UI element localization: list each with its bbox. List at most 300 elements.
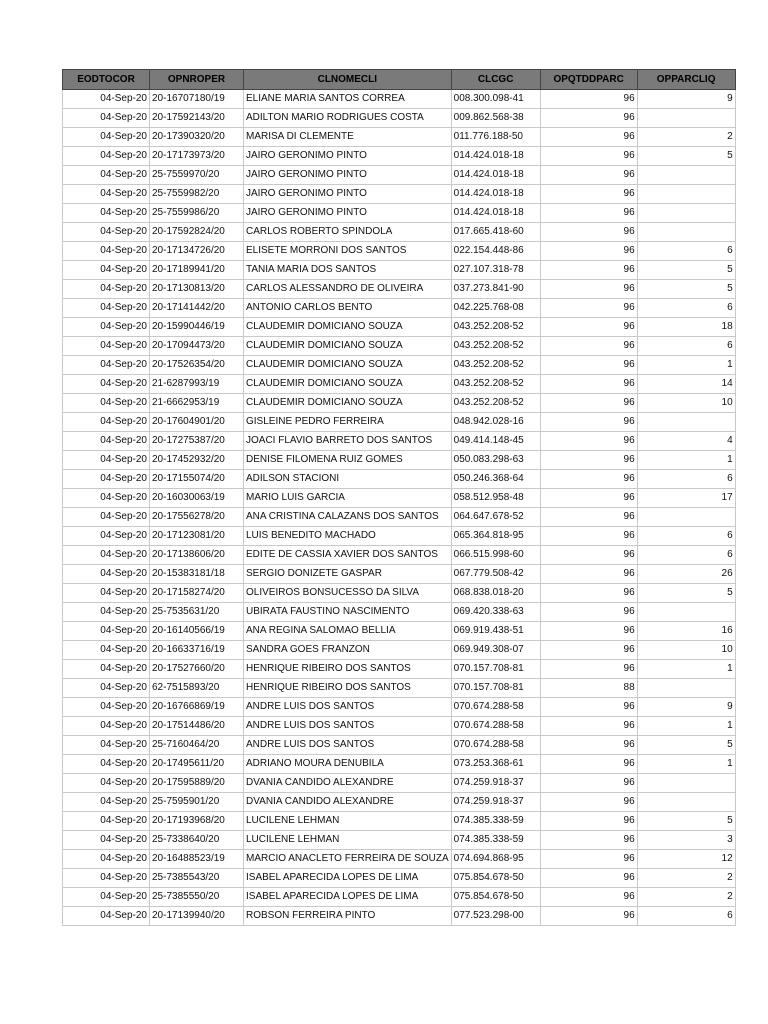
table-row: [63, 850, 736, 869]
cell-opnroper: 20-17275387/20: [150, 432, 244, 451]
cell-eodtocor: 04-Sep-20: [63, 318, 150, 337]
cell-eodtocor: 04-Sep-20: [63, 869, 150, 888]
cell-clnomecli: CLAUDEMIR DOMICIANO SOUZA: [244, 394, 452, 413]
table-row: [63, 280, 736, 299]
cell-clnomecli: MARISA DI CLEMENTE: [244, 128, 452, 147]
cell-opparcliq: 6: [637, 337, 735, 356]
cell-opparcliq: 10: [637, 641, 735, 660]
cell-opnroper: 20-15383181/18: [150, 565, 244, 584]
cell-clnomecli: ELISETE MORRONI DOS SANTOS: [244, 242, 452, 261]
table-row: [63, 413, 736, 432]
cell-opparcliq: 1: [637, 755, 735, 774]
cell-eodtocor: 04-Sep-20: [63, 793, 150, 812]
table-row: [63, 299, 736, 318]
cell-clnomecli: HENRIQUE RIBEIRO DOS SANTOS: [244, 660, 452, 679]
column-header-clnomecli: CLNOMECLI: [244, 70, 452, 90]
cell-opqtddparc: 96: [540, 356, 637, 375]
table-row: [63, 774, 736, 793]
cell-clnomecli: SANDRA GOES FRANZON: [244, 641, 452, 660]
cell-eodtocor: 04-Sep-20: [63, 185, 150, 204]
table-row: [63, 204, 736, 223]
cell-opnroper: 25-7535631/20: [150, 603, 244, 622]
cell-eodtocor: 04-Sep-20: [63, 90, 150, 109]
cell-eodtocor: 04-Sep-20: [63, 717, 150, 736]
cell-eodtocor: 04-Sep-20: [63, 128, 150, 147]
table-row: [63, 641, 736, 660]
cell-opnroper: 20-17139940/20: [150, 907, 244, 926]
cell-opparcliq: 5: [637, 280, 735, 299]
table-row: [63, 717, 736, 736]
cell-opparcliq: [637, 413, 735, 432]
cell-opqtddparc: 96: [540, 622, 637, 641]
cell-clnomecli: DVANIA CANDIDO ALEXANDRE: [244, 793, 452, 812]
table-row: [63, 128, 736, 147]
cell-opparcliq: 26: [637, 565, 735, 584]
cell-eodtocor: 04-Sep-20: [63, 888, 150, 907]
cell-clnomecli: ADILSON STACIONI: [244, 470, 452, 489]
cell-eodtocor: 04-Sep-20: [63, 413, 150, 432]
cell-eodtocor: 04-Sep-20: [63, 698, 150, 717]
table-row: [63, 242, 736, 261]
cell-clcgc: 014.424.018-18: [451, 147, 540, 166]
cell-clcgc: 075.854.678-50: [451, 869, 540, 888]
table-row: [63, 793, 736, 812]
table-row: [63, 755, 736, 774]
cell-eodtocor: 04-Sep-20: [63, 451, 150, 470]
table-row: [63, 166, 736, 185]
cell-opnroper: 20-17130813/20: [150, 280, 244, 299]
cell-opparcliq: 5: [637, 736, 735, 755]
cell-clcgc: 074.259.918-37: [451, 793, 540, 812]
cell-opqtddparc: 96: [540, 812, 637, 831]
cell-opparcliq: 6: [637, 470, 735, 489]
cell-opparcliq: [637, 185, 735, 204]
cell-eodtocor: 04-Sep-20: [63, 812, 150, 831]
table-row: [63, 527, 736, 546]
cell-opqtddparc: 96: [540, 413, 637, 432]
cell-clcgc: 043.252.208-52: [451, 337, 540, 356]
cell-opparcliq: 4: [637, 432, 735, 451]
table-row: [63, 109, 736, 128]
cell-opparcliq: 5: [637, 261, 735, 280]
cell-clnomecli: DENISE FILOMENA RUIZ GOMES: [244, 451, 452, 470]
cell-opnroper: 20-16633716/19: [150, 641, 244, 660]
table-row: [63, 470, 736, 489]
cell-opqtddparc: 96: [540, 128, 637, 147]
cell-clnomecli: ROBSON FERREIRA PINTO: [244, 907, 452, 926]
cell-clcgc: 069.949.308-07: [451, 641, 540, 660]
cell-opnroper: 25-7559970/20: [150, 166, 244, 185]
cell-opparcliq: 2: [637, 869, 735, 888]
cell-opnroper: 25-7338640/20: [150, 831, 244, 850]
cell-opparcliq: 16: [637, 622, 735, 641]
cell-clcgc: 070.674.288-58: [451, 698, 540, 717]
table-row: [63, 394, 736, 413]
cell-opparcliq: 5: [637, 584, 735, 603]
cell-clnomecli: ISABEL APARECIDA LOPES DE LIMA: [244, 888, 452, 907]
table-row: [63, 660, 736, 679]
cell-clnomecli: JOACI FLAVIO BARRETO DOS SANTOS: [244, 432, 452, 451]
cell-opnroper: 20-16140566/19: [150, 622, 244, 641]
cell-clcgc: 009.862.568-38: [451, 109, 540, 128]
cell-opqtddparc: 96: [540, 432, 637, 451]
cell-eodtocor: 04-Sep-20: [63, 242, 150, 261]
cell-opnroper: 20-17390320/20: [150, 128, 244, 147]
cell-opnroper: 20-17592143/20: [150, 109, 244, 128]
cell-opnroper: 20-17138606/20: [150, 546, 244, 565]
table-row: [63, 584, 736, 603]
cell-clnomecli: ANA CRISTINA CALAZANS DOS SANTOS: [244, 508, 452, 527]
cell-opqtddparc: 96: [540, 698, 637, 717]
cell-opnroper: 20-17123081/20: [150, 527, 244, 546]
cell-clcgc: 065.364.818-95: [451, 527, 540, 546]
cell-clnomecli: OLIVEIROS BONSUCESSO DA SILVA: [244, 584, 452, 603]
cell-opnroper: 20-15990446/19: [150, 318, 244, 337]
cell-clcgc: 008.300.098-41: [451, 90, 540, 109]
cell-clcgc: 077.523.298-00: [451, 907, 540, 926]
cell-eodtocor: 04-Sep-20: [63, 223, 150, 242]
cell-clnomecli: CARLOS ALESSANDRO DE OLIVEIRA: [244, 280, 452, 299]
cell-opparcliq: 14: [637, 375, 735, 394]
cell-clcgc: 074.385.338-59: [451, 812, 540, 831]
cell-opqtddparc: 96: [540, 261, 637, 280]
cell-clcgc: 068.838.018-20: [451, 584, 540, 603]
cell-clnomecli: UBIRATA FAUSTINO NASCIMENTO: [244, 603, 452, 622]
table-row: [63, 907, 736, 926]
cell-clcgc: 070.674.288-58: [451, 717, 540, 736]
cell-eodtocor: 04-Sep-20: [63, 831, 150, 850]
cell-clnomecli: DVANIA CANDIDO ALEXANDRE: [244, 774, 452, 793]
cell-opqtddparc: 96: [540, 147, 637, 166]
cell-opnroper: 20-17173973/20: [150, 147, 244, 166]
cell-opqtddparc: 96: [540, 565, 637, 584]
cell-eodtocor: 04-Sep-20: [63, 755, 150, 774]
cell-eodtocor: 04-Sep-20: [63, 109, 150, 128]
cell-clnomecli: CLAUDEMIR DOMICIANO SOUZA: [244, 375, 452, 394]
cell-clnomecli: ISABEL APARECIDA LOPES DE LIMA: [244, 869, 452, 888]
cell-clcgc: 074.259.918-37: [451, 774, 540, 793]
cell-eodtocor: 04-Sep-20: [63, 565, 150, 584]
cell-clnomecli: CLAUDEMIR DOMICIANO SOUZA: [244, 318, 452, 337]
table-row: [63, 375, 736, 394]
cell-opparcliq: 12: [637, 850, 735, 869]
cell-eodtocor: 04-Sep-20: [63, 489, 150, 508]
cell-clnomecli: GISLEINE PEDRO FERREIRA: [244, 413, 452, 432]
cell-opparcliq: [637, 679, 735, 698]
cell-opqtddparc: 96: [540, 280, 637, 299]
table-row: [63, 318, 736, 337]
cell-opnroper: 20-16707180/19: [150, 90, 244, 109]
cell-opparcliq: [637, 223, 735, 242]
cell-opparcliq: [637, 774, 735, 793]
cell-opqtddparc: 96: [540, 90, 637, 109]
cell-clcgc: 043.252.208-52: [451, 356, 540, 375]
cell-clnomecli: MARCIO ANACLETO FERREIRA DE SOUZA: [244, 850, 452, 869]
cell-opparcliq: 1: [637, 451, 735, 470]
table-row: [63, 508, 736, 527]
column-header-clcgc: CLCGC: [451, 70, 540, 90]
cell-opparcliq: 1: [637, 717, 735, 736]
cell-clcgc: 050.083.298-63: [451, 451, 540, 470]
cell-eodtocor: 04-Sep-20: [63, 337, 150, 356]
cell-opnroper: 25-7385543/20: [150, 869, 244, 888]
cell-opparcliq: [637, 603, 735, 622]
table-row: [63, 90, 736, 109]
cell-opnroper: 20-17595889/20: [150, 774, 244, 793]
table-row: [63, 337, 736, 356]
cell-opnroper: 20-17189941/20: [150, 261, 244, 280]
table-row: [63, 261, 736, 280]
cell-opnroper: 20-17592824/20: [150, 223, 244, 242]
cell-opqtddparc: 96: [540, 299, 637, 318]
cell-opnroper: 62-7515893/20: [150, 679, 244, 698]
cell-clcgc: 027.107.318-78: [451, 261, 540, 280]
cell-opnroper: 20-17556278/20: [150, 508, 244, 527]
cell-clnomecli: HENRIQUE RIBEIRO DOS SANTOS: [244, 679, 452, 698]
table-row: [63, 185, 736, 204]
cell-opnroper: 20-17495611/20: [150, 755, 244, 774]
cell-opqtddparc: 96: [540, 888, 637, 907]
cell-eodtocor: 04-Sep-20: [63, 432, 150, 451]
cell-opqtddparc: 96: [540, 527, 637, 546]
cell-eodtocor: 04-Sep-20: [63, 603, 150, 622]
cell-clnomecli: CLAUDEMIR DOMICIANO SOUZA: [244, 356, 452, 375]
table-row: [63, 451, 736, 470]
cell-clcgc: 022.154.448-86: [451, 242, 540, 261]
cell-eodtocor: 04-Sep-20: [63, 166, 150, 185]
cell-clnomecli: ANDRE LUIS DOS SANTOS: [244, 698, 452, 717]
cell-clcgc: 014.424.018-18: [451, 185, 540, 204]
cell-opparcliq: 1: [637, 356, 735, 375]
cell-opqtddparc: 96: [540, 242, 637, 261]
cell-clnomecli: JAIRO GERONIMO PINTO: [244, 166, 452, 185]
cell-clnomecli: ADILTON MARIO RODRIGUES COSTA: [244, 109, 452, 128]
cell-opqtddparc: 96: [540, 223, 637, 242]
cell-eodtocor: 04-Sep-20: [63, 546, 150, 565]
cell-eodtocor: 04-Sep-20: [63, 299, 150, 318]
cell-opnroper: 25-7559982/20: [150, 185, 244, 204]
cell-opnroper: 20-17158274/20: [150, 584, 244, 603]
cell-opnroper: 20-17141442/20: [150, 299, 244, 318]
cell-eodtocor: 04-Sep-20: [63, 356, 150, 375]
cell-opqtddparc: 96: [540, 337, 637, 356]
cell-clcgc: 075.854.678-50: [451, 888, 540, 907]
cell-opparcliq: 6: [637, 242, 735, 261]
cell-clcgc: 014.424.018-18: [451, 204, 540, 223]
cell-opparcliq: 9: [637, 698, 735, 717]
cell-opparcliq: 5: [637, 812, 735, 831]
cell-opqtddparc: 96: [540, 185, 637, 204]
cell-opnroper: 20-17452932/20: [150, 451, 244, 470]
cell-opparcliq: 6: [637, 299, 735, 318]
header-row: [63, 70, 736, 90]
table-row: [63, 546, 736, 565]
cell-opqtddparc: 96: [540, 755, 637, 774]
cell-eodtocor: 04-Sep-20: [63, 280, 150, 299]
cell-clcgc: 050.246.368-64: [451, 470, 540, 489]
cell-clnomecli: LUIS BENEDITO MACHADO: [244, 527, 452, 546]
cell-opnroper: 20-16766869/19: [150, 698, 244, 717]
cell-clnomecli: CLAUDEMIR DOMICIANO SOUZA: [244, 337, 452, 356]
cell-opnroper: 20-17193968/20: [150, 812, 244, 831]
cell-opparcliq: 3: [637, 831, 735, 850]
cell-opqtddparc: 96: [540, 546, 637, 565]
cell-opparcliq: 6: [637, 907, 735, 926]
cell-opqtddparc: 96: [540, 850, 637, 869]
cell-opparcliq: [637, 204, 735, 223]
cell-eodtocor: 04-Sep-20: [63, 850, 150, 869]
table-row: [63, 565, 736, 584]
cell-opnroper: 25-7160464/20: [150, 736, 244, 755]
cell-opnroper: 20-17514486/20: [150, 717, 244, 736]
cell-opqtddparc: 88: [540, 679, 637, 698]
cell-opparcliq: 6: [637, 527, 735, 546]
cell-eodtocor: 04-Sep-20: [63, 375, 150, 394]
cell-clcgc: 058.512.958-48: [451, 489, 540, 508]
cell-clcgc: 042.225.768-08: [451, 299, 540, 318]
cell-clcgc: 074.694.868-95: [451, 850, 540, 869]
cell-clcgc: 037.273.841-90: [451, 280, 540, 299]
cell-opqtddparc: 96: [540, 166, 637, 185]
cell-opqtddparc: 96: [540, 660, 637, 679]
cell-opparcliq: 6: [637, 546, 735, 565]
cell-opnroper: 20-16488523/19: [150, 850, 244, 869]
cell-opparcliq: [637, 109, 735, 128]
table-row: [63, 869, 736, 888]
table-row: [63, 432, 736, 451]
table-row: [63, 356, 736, 375]
cell-clnomecli: MARIO LUIS GARCIA: [244, 489, 452, 508]
table-row: [63, 489, 736, 508]
cell-clnomecli: JAIRO GERONIMO PINTO: [244, 147, 452, 166]
cell-clnomecli: ANDRE LUIS DOS SANTOS: [244, 736, 452, 755]
cell-eodtocor: 04-Sep-20: [63, 394, 150, 413]
cell-clnomecli: LUCILENE LEHMAN: [244, 812, 452, 831]
cell-clnomecli: ANA REGINA SALOMAO BELLIA: [244, 622, 452, 641]
cell-opqtddparc: 96: [540, 508, 637, 527]
cell-opnroper: 20-17094473/20: [150, 337, 244, 356]
cell-clcgc: 069.919.438-51: [451, 622, 540, 641]
cell-opqtddparc: 96: [540, 793, 637, 812]
cell-opnroper: 25-7559986/20: [150, 204, 244, 223]
cell-clcgc: 070.157.708-81: [451, 660, 540, 679]
cell-opqtddparc: 96: [540, 375, 637, 394]
cell-opqtddparc: 96: [540, 470, 637, 489]
cell-clcgc: 043.252.208-52: [451, 318, 540, 337]
cell-opparcliq: 2: [637, 128, 735, 147]
cell-clcgc: 043.252.208-52: [451, 394, 540, 413]
table-row: [63, 736, 736, 755]
cell-opnroper: 20-17526354/20: [150, 356, 244, 375]
cell-opnroper: 20-17604901/20: [150, 413, 244, 432]
cell-clnomecli: LUCILENE LEHMAN: [244, 831, 452, 850]
cell-opparcliq: [637, 793, 735, 812]
cell-opparcliq: 9: [637, 90, 735, 109]
cell-opqtddparc: 96: [540, 451, 637, 470]
column-header-opparcliq: OPPARCLIQ: [637, 70, 735, 90]
cell-clcgc: 070.674.288-58: [451, 736, 540, 755]
cell-clnomecli: ADRIANO MOURA DENUBILA: [244, 755, 452, 774]
cell-opqtddparc: 96: [540, 603, 637, 622]
table-row: [63, 679, 736, 698]
cell-eodtocor: 04-Sep-20: [63, 660, 150, 679]
cell-clcgc: 043.252.208-52: [451, 375, 540, 394]
cell-opparcliq: 1: [637, 660, 735, 679]
column-header-opqtddparc: OPQTDDPARC: [540, 70, 637, 90]
cell-opqtddparc: 96: [540, 717, 637, 736]
cell-opqtddparc: 96: [540, 774, 637, 793]
data-table: [62, 69, 736, 926]
cell-clcgc: 048.942.028-16: [451, 413, 540, 432]
cell-clnomecli: ANDRE LUIS DOS SANTOS: [244, 717, 452, 736]
cell-clnomecli: ANTONIO CARLOS BENTO: [244, 299, 452, 318]
cell-clnomecli: TANIA MARIA DOS SANTOS: [244, 261, 452, 280]
table-row: [63, 888, 736, 907]
column-header-eodtocor: EODTOCOR: [63, 70, 150, 90]
table-row: [63, 147, 736, 166]
cell-eodtocor: 04-Sep-20: [63, 527, 150, 546]
cell-opnroper: 20-16030063/19: [150, 489, 244, 508]
cell-eodtocor: 04-Sep-20: [63, 584, 150, 603]
cell-opqtddparc: 96: [540, 489, 637, 508]
cell-eodtocor: 04-Sep-20: [63, 204, 150, 223]
cell-clnomecli: SERGIO DONIZETE GASPAR: [244, 565, 452, 584]
cell-clcgc: 074.385.338-59: [451, 831, 540, 850]
cell-eodtocor: 04-Sep-20: [63, 774, 150, 793]
cell-clcgc: 064.647.678-52: [451, 508, 540, 527]
cell-opqtddparc: 96: [540, 641, 637, 660]
cell-opparcliq: 10: [637, 394, 735, 413]
cell-opqtddparc: 96: [540, 318, 637, 337]
cell-opqtddparc: 96: [540, 394, 637, 413]
cell-opnroper: 20-17134726/20: [150, 242, 244, 261]
cell-opqtddparc: 96: [540, 204, 637, 223]
table-row: [63, 831, 736, 850]
table-row: [63, 603, 736, 622]
cell-clcgc: 014.424.018-18: [451, 166, 540, 185]
table-row: [63, 812, 736, 831]
cell-opqtddparc: 96: [540, 109, 637, 128]
cell-opqtddparc: 96: [540, 736, 637, 755]
cell-clnomecli: CARLOS ROBERTO SPINDOLA: [244, 223, 452, 242]
cell-clnomecli: JAIRO GERONIMO PINTO: [244, 185, 452, 204]
table-body: [63, 90, 736, 926]
cell-opqtddparc: 96: [540, 584, 637, 603]
cell-opnroper: 21-6662953/19: [150, 394, 244, 413]
cell-eodtocor: 04-Sep-20: [63, 907, 150, 926]
cell-clcgc: 066.515.998-60: [451, 546, 540, 565]
cell-eodtocor: 04-Sep-20: [63, 261, 150, 280]
cell-opnroper: 20-17155074/20: [150, 470, 244, 489]
cell-opparcliq: [637, 166, 735, 185]
table-row: [63, 698, 736, 717]
cell-opqtddparc: 96: [540, 907, 637, 926]
cell-eodtocor: 04-Sep-20: [63, 147, 150, 166]
cell-opnroper: 20-17527660/20: [150, 660, 244, 679]
cell-opqtddparc: 96: [540, 831, 637, 850]
cell-opparcliq: 18: [637, 318, 735, 337]
cell-clcgc: 011.776.188-50: [451, 128, 540, 147]
cell-opparcliq: [637, 508, 735, 527]
table-header: [63, 70, 736, 90]
cell-eodtocor: 04-Sep-20: [63, 470, 150, 489]
cell-eodtocor: 04-Sep-20: [63, 622, 150, 641]
cell-opparcliq: 17: [637, 489, 735, 508]
table-row: [63, 223, 736, 242]
cell-clcgc: 069.420.338-63: [451, 603, 540, 622]
cell-eodtocor: 04-Sep-20: [63, 641, 150, 660]
column-header-opnroper: OPNROPER: [150, 70, 244, 90]
